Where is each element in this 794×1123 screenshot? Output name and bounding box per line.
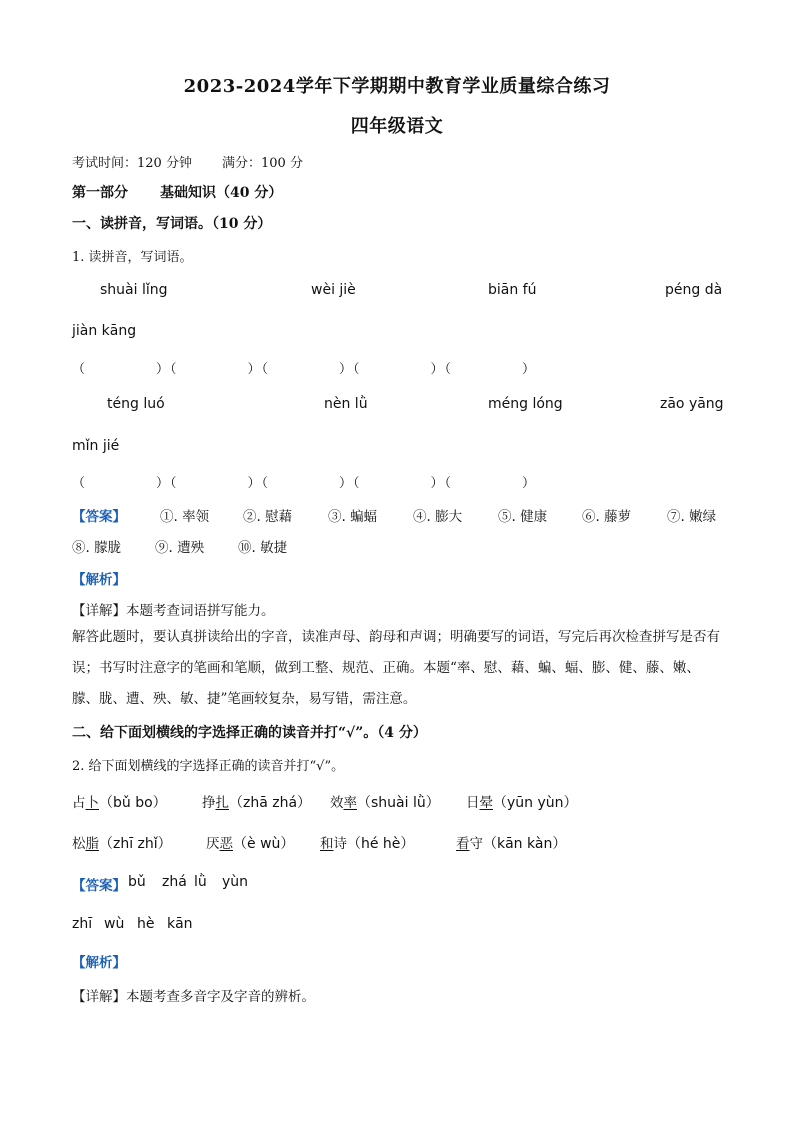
document-title: 2023-2024学年下学期期中教育学业质量综合练习 — [183, 76, 611, 97]
pinyin-item: mǐn jié — [72, 438, 120, 454]
detail-label: 【详解】 — [72, 603, 126, 619]
pronunciation-item: 厌恶（è wù） — [206, 836, 295, 852]
exam-time: 考试时间：120 分钟 — [72, 156, 192, 171]
detail-text: 本题考查多音字及字音的辨析。 — [126, 989, 315, 1005]
pinyin-item: péng dà — [665, 282, 723, 298]
explanation-paragraph: 解答此题时，要认真拼读给出的字音，读准声母、韵母和声调；明确要写的词语，写完后再次检查拼写是否有误；书写时注意字的笔画和笔顺，做到工整、规范、正确。本题“率、慰、藉、蝙、蝠、膨、健、藤、嫩、朦、胧、遭、殃、敏、捷”笔画较复杂，易写错，需注意。 — [72, 629, 720, 707]
pinyin-item: téng luó — [107, 396, 165, 412]
question-1: 1. 读拼音，写词语。 — [72, 250, 193, 265]
analysis-label: 【解析】 — [72, 572, 126, 588]
detail-label: 【详解】 — [72, 989, 126, 1005]
pronunciation-item: 挣扎（zhā zhá） — [202, 795, 312, 811]
pinyin-item: wèi jiè — [311, 282, 356, 298]
answer-item: ④. 膨大 — [413, 509, 463, 525]
part-name: 基础知识（40 分） — [160, 185, 283, 201]
exam-score: 满分：100 分 — [222, 156, 303, 171]
answer-item: hè — [137, 916, 155, 932]
answer-label: 【答案】 — [72, 509, 126, 525]
pinyin-item: jiàn kāng — [72, 323, 137, 339]
answer-item: ⑦. 嫩绿 — [667, 509, 717, 525]
answer-blanks-row: （ ）（ ）（ ）（ ）（ ） — [72, 476, 537, 491]
analysis-label: 【解析】 — [72, 955, 126, 971]
pinyin-item: nèn lǜ — [324, 396, 368, 412]
answer-blanks-row: （ ）（ ）（ ）（ ）（ ） — [72, 362, 537, 377]
answer-item: wù — [104, 916, 125, 932]
pinyin-item: shuài lǐng — [100, 282, 168, 298]
document-subtitle: 四年级语文 — [350, 116, 444, 137]
answer-item: ⑩. 敏捷 — [238, 540, 288, 556]
pinyin-item: zāo yāng — [660, 396, 724, 412]
answer-item: yùn — [222, 874, 249, 890]
pronunciation-item: 看守（kān kàn） — [456, 836, 567, 852]
question-2: 2. 给下面划横线的字选择正确的读音并打“√”。 — [72, 759, 345, 774]
pronunciation-item: 占卜（bǔ bo） — [72, 795, 167, 811]
answer-item: ⑤. 健康 — [498, 509, 548, 525]
answer-item: ⑧. 朦胧 — [72, 540, 122, 556]
pronunciation-item: 松脂（zhī zhǐ） — [72, 836, 172, 852]
answer-item: zhá — [162, 874, 187, 890]
answer-item: ①. 率领 — [160, 509, 210, 525]
answer-item: lǜ — [194, 874, 207, 890]
answer-item: ②. 慰藉 — [243, 509, 293, 525]
answer-item: kān — [167, 916, 193, 932]
detail-line — [72, 985, 315, 1005]
answer-item: zhī — [72, 916, 93, 932]
answer-label: 【答案】 — [72, 878, 126, 894]
detail-text: 本题考查词语拼写能力。 — [126, 603, 275, 619]
section2-heading: 二、给下面划横线的字选择正确的读音并打“√”。（4 分） — [72, 725, 427, 741]
part-label: 第一部分 — [72, 185, 128, 201]
pronunciation-item: 日晕（yūn yùn） — [466, 795, 578, 811]
section1-heading: 一、读拼音，写词语。（10 分） — [72, 216, 272, 232]
answer-item: bǔ — [128, 874, 146, 890]
answer-item: ③. 蝙蝠 — [328, 509, 378, 525]
pronunciation-item: 效率（shuài lǜ） — [330, 795, 440, 811]
pinyin-item: biān fú — [488, 282, 537, 298]
detail-line — [72, 599, 275, 619]
answer-item: ⑥. 藤萝 — [582, 509, 632, 525]
pinyin-item: méng lóng — [488, 396, 563, 412]
pronunciation-item: 和诗（hé hè） — [320, 836, 415, 852]
answer-item: ⑨. 遭殃 — [155, 540, 205, 556]
